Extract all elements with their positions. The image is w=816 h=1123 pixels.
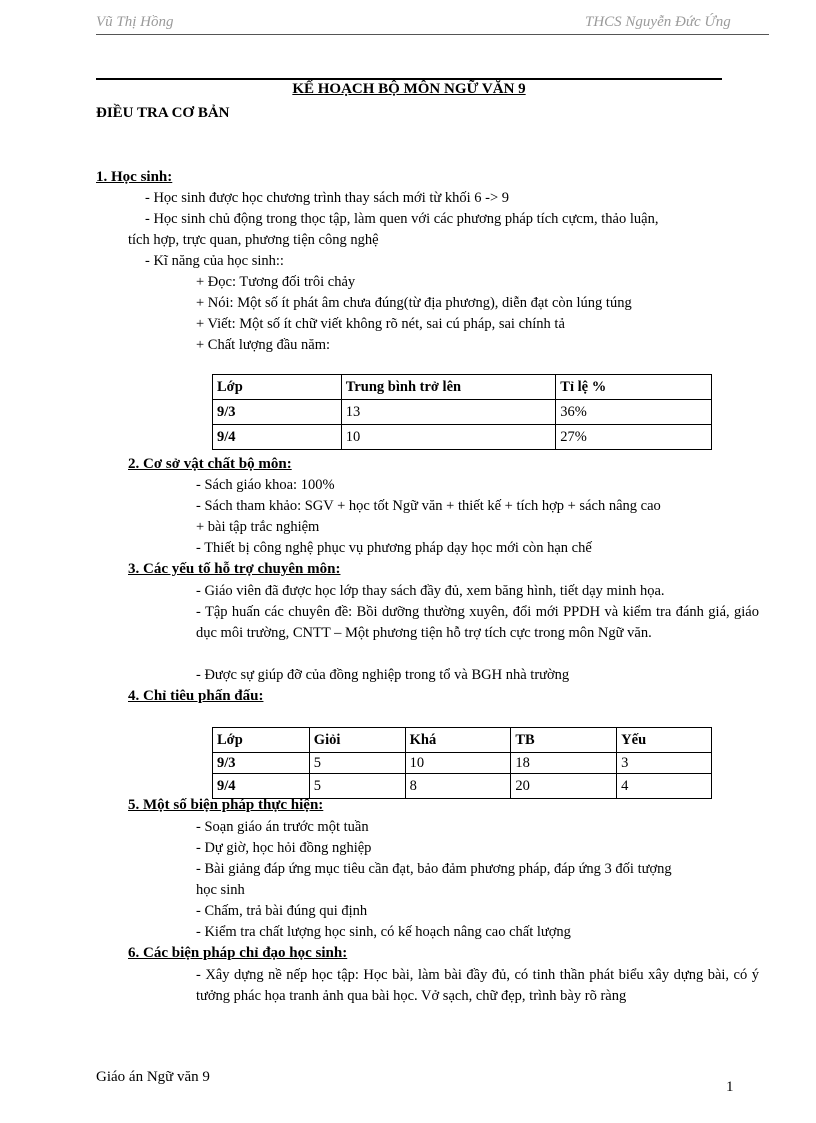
table-cell: 10 <box>405 753 511 774</box>
s2-line-2a: - Sách tham khảo: SGV + học tốt Ngữ văn + thiết kế + tích hợp + sách nâng cao <box>196 498 661 514</box>
s1-skill-1: + Đọc: Tương đối trôi chảy <box>196 274 356 290</box>
table-cell: 8 <box>405 774 511 799</box>
table-row <box>213 753 712 774</box>
table-header-cell: Giỏi <box>309 728 405 753</box>
table-header-cell: Khá <box>405 728 511 753</box>
s1-line-3: - Kĩ năng của học sinh:: <box>145 253 284 269</box>
table-cell: 9/4 <box>213 425 342 450</box>
s5-line-4: - Chấm, trả bài đúng qui định <box>196 903 368 919</box>
section-1-heading: 1. Học sinh: <box>96 169 173 185</box>
table-cell: 13 <box>341 400 556 425</box>
table-header-row <box>213 728 712 753</box>
section-4-heading: 4. Chỉ tiêu phấn đấu: <box>128 688 264 704</box>
table-header-cell: Lớp <box>213 375 342 400</box>
s2-line-1: - Sách giáo khoa: 100% <box>196 477 335 493</box>
s1-skill-2: + Nói: Một số ít phát âm chưa đúng(từ địa phương), diễn đạt còn lúng túng <box>196 295 632 311</box>
table-cell: 27% <box>556 425 712 450</box>
table-header-cell: TB <box>511 728 617 753</box>
s5-line-3b: học sinh <box>196 882 245 898</box>
section-6-heading: 6. Các biện pháp chỉ đạo học sinh: <box>128 945 348 961</box>
title-divider <box>96 78 722 80</box>
table-header-cell: Lớp <box>213 728 310 753</box>
table-cell: 20 <box>511 774 617 799</box>
table-cell: 5 <box>309 753 405 774</box>
header-school: THCS Nguyễn Đức Ứng <box>585 14 731 30</box>
s2-line-3: - Thiết bị công nghệ phục vụ phương pháp dạy học mới còn hạn chế <box>196 540 592 556</box>
target-table <box>212 727 712 799</box>
table-cell: 9/4 <box>213 774 310 799</box>
table-row <box>213 774 712 799</box>
s5-line-3a: - Bài giảng đáp ứng mục tiêu cần đạt, bảo đảm phương pháp, đáp ứng 3 đối tượng <box>196 861 672 877</box>
table-header-row <box>213 375 712 400</box>
quality-table <box>212 374 712 450</box>
section-2-heading: 2. Cơ sở vật chất bộ môn: <box>128 456 292 472</box>
s6-line-1: - Xây dựng nề nếp học tập: Học bài, làm bài đầy đủ, có tinh thần phát biểu xây dựng bài, có ý tưởng phác họa tranh ảnh qua bài học. Vở sạch, chữ đẹp, trình bày rõ ràng <box>196 967 759 1004</box>
table-cell: 3 <box>617 753 712 774</box>
header-divider <box>96 34 769 35</box>
table-cell: 4 <box>617 774 712 799</box>
s1-line-1: - Học sinh được học chương trình thay sách mới từ khối 6 -> 9 <box>145 190 510 206</box>
s5-line-5: - Kiểm tra chất lượng học sinh, có kế hoạch nâng cao chất lượng <box>196 924 571 940</box>
s1-skill-3: + Viết: Một số ít chữ viết không rõ nét, sai cú pháp, sai chính tả <box>196 316 565 332</box>
s1-line-2b: tích hợp, trực quan, phương tiện công nghệ <box>128 232 379 248</box>
table-cell: 9/3 <box>213 400 342 425</box>
s3-line-1: - Giáo viên đã được học lớp thay sách đầy đủ, xem băng hình, tiết dạy minh họa. <box>196 583 665 599</box>
table-cell: 36% <box>556 400 712 425</box>
table-header-cell: Trung bình trở lên <box>341 375 556 400</box>
table-cell: 10 <box>341 425 556 450</box>
table-cell: 5 <box>309 774 405 799</box>
table-row <box>213 400 712 425</box>
page-title: KẾ HOẠCH BỘ MÔN NGỮ VĂN 9 <box>292 81 526 97</box>
s3-line-2: - Tập huấn các chuyên đề: Bồi dưỡng thường xuyên, đổi mới PPDH và kiểm tra đánh giá, giáo dục môi trường, CNTT – Một phương tiện hỗ trợ tích cực trong môn Ngữ văn. <box>196 604 759 641</box>
section-5-heading: 5. Một số biện pháp thực hiện: <box>128 797 324 813</box>
s5-line-2: - Dự giờ, học hỏi đồng nghiệp <box>196 840 372 856</box>
s3-line-3: - Được sự giúp đỡ của đồng nghiệp trong tổ và BGH nhà trường <box>196 667 570 683</box>
s1-line-2a: - Học sinh chủ động trong thọc tập, làm quen với các phương pháp tích cựcm, thảo luận, <box>145 211 659 227</box>
s5-line-1: - Soạn giáo án trước một tuần <box>196 819 369 835</box>
table-cell: 18 <box>511 753 617 774</box>
table-cell: 9/3 <box>213 753 310 774</box>
header-author: Vũ Thị Hồng <box>96 14 174 30</box>
table-header-cell: Tỉ lệ % <box>556 375 712 400</box>
section-3-heading: 3. Các yếu tố hỗ trợ chuyên môn: <box>128 561 341 577</box>
page-number: 1 <box>726 1079 734 1095</box>
table-header-cell: Yếu <box>617 728 712 753</box>
s1-skill-4: + Chất lượng đầu năm: <box>196 337 331 353</box>
section-subtitle: ĐIỀU TRA CƠ BẢN <box>96 105 230 121</box>
footer-left: Giáo án Ngữ văn 9 <box>96 1069 210 1085</box>
table-row <box>213 425 712 450</box>
s2-line-2b: + bài tập trắc nghiệm <box>196 519 320 535</box>
